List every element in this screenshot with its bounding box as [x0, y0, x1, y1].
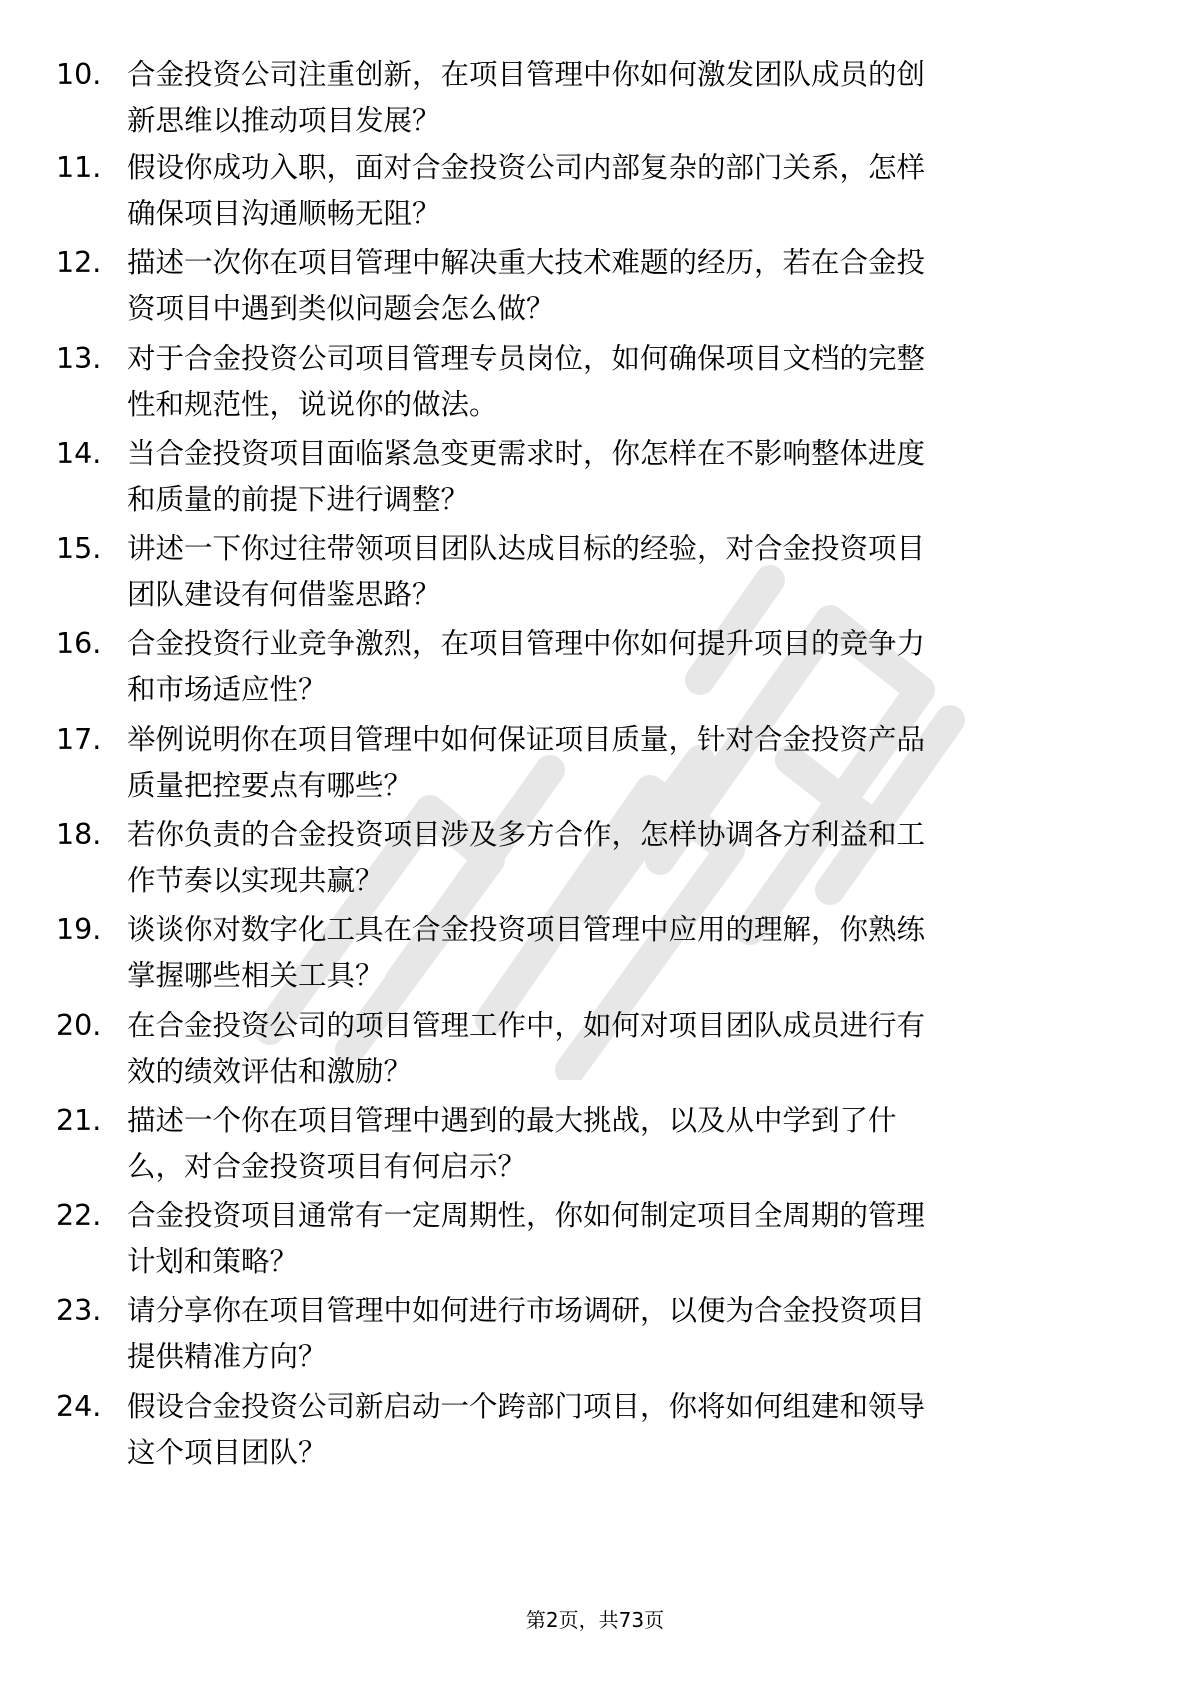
- question-item: [56, 1003, 1116, 1095]
- question-number: 21.: [56, 1104, 102, 1137]
- question-number: 24.: [56, 1390, 102, 1423]
- question-text: [127, 526, 1112, 618]
- question-text: [127, 1003, 1112, 1095]
- question-text: [127, 1384, 1112, 1476]
- question-line: 么，对合金投资项目有何启示？: [127, 1150, 527, 1183]
- question-line: 新思维以推动项目发展？: [127, 104, 441, 137]
- question-text: [127, 336, 1112, 428]
- question-line: 确保项目沟通顺畅无阻？: [127, 197, 441, 230]
- question-line: 性和规范性，说说你的做法。: [127, 388, 498, 421]
- question-item: [56, 1288, 1116, 1380]
- question-number: 15.: [56, 532, 102, 565]
- question-number: 16.: [56, 627, 102, 660]
- question-item: [56, 907, 1116, 999]
- question-item: [56, 1098, 1116, 1190]
- question-line: 谈谈你对数字化工具在合金投资项目管理中应用的理解，你熟练: [127, 913, 926, 946]
- question-item: [56, 431, 1116, 523]
- question-number: 11.: [56, 151, 102, 184]
- question-line: 这个项目团队？: [127, 1436, 327, 1469]
- question-text: [127, 431, 1112, 523]
- question-line: 掌握哪些相关工具？: [127, 959, 384, 992]
- question-line: 合金投资行业竞争激烈，在项目管理中你如何提升项目的竞争力: [127, 627, 926, 660]
- question-text: [127, 1193, 1112, 1285]
- question-line: 假设你成功入职，面对合金投资公司内部复杂的部门关系，怎样: [127, 151, 926, 184]
- question-line: 作节奏以实现共赢？: [127, 864, 384, 897]
- question-item: [56, 1193, 1116, 1285]
- question-line: 提供精准方向？: [127, 1340, 327, 1373]
- question-item: [56, 1384, 1116, 1476]
- question-text: [127, 145, 1112, 237]
- question-line: 合金投资项目通常有一定周期性，你如何制定项目全周期的管理: [127, 1199, 926, 1232]
- question-number: 13.: [56, 342, 102, 375]
- question-text: [127, 240, 1112, 332]
- question-item: [56, 621, 1116, 713]
- question-text: [127, 1288, 1112, 1380]
- question-line: 若你负责的合金投资项目涉及多方合作，怎样协调各方利益和工: [127, 818, 926, 851]
- question-text: [127, 717, 1112, 809]
- page-number: 第2页，共73页: [525, 1608, 665, 1632]
- question-line: 计划和策略？: [127, 1245, 299, 1278]
- question-line: 举例说明你在项目管理中如何保证项目质量，针对合金投资产品: [127, 723, 926, 756]
- question-line: 和市场适应性？: [127, 673, 327, 706]
- question-line: 和质量的前提下进行调整？: [127, 483, 470, 516]
- question-item: [56, 145, 1116, 237]
- question-item: [56, 52, 1116, 144]
- question-line: 团队建设有何借鉴思路？: [127, 578, 441, 611]
- question-number: 23.: [56, 1294, 102, 1327]
- question-line: 对于合金投资公司项目管理专员岗位，如何确保项目文档的完整: [127, 342, 926, 375]
- question-line: 请分享你在项目管理中如何进行市场调研，以便为合金投资项目: [127, 1294, 926, 1327]
- question-line: 描述一个你在项目管理中遇到的最大挑战，以及从中学到了什: [127, 1104, 897, 1137]
- question-text: [127, 812, 1112, 904]
- question-number: 18.: [56, 818, 102, 851]
- question-line: 在合金投资公司的项目管理工作中，如何对项目团队成员进行有: [127, 1009, 926, 1042]
- question-line: 讲述一下你过往带领项目团队达成目标的经验，对合金投资项目: [127, 532, 926, 565]
- question-line: 质量把控要点有哪些？: [127, 769, 413, 802]
- question-line: 资项目中遇到类似问题会怎么做？: [127, 292, 555, 325]
- question-number: 20.: [56, 1009, 102, 1042]
- question-number: 19.: [56, 913, 102, 946]
- question-line: 描述一次你在项目管理中解决重大技术难题的经历，若在合金投: [127, 246, 926, 279]
- question-item: [56, 240, 1116, 332]
- question-text: [127, 52, 1112, 144]
- question-number: 17.: [56, 723, 102, 756]
- question-text: [127, 907, 1112, 999]
- question-line: 效的绩效评估和激励？: [127, 1055, 413, 1088]
- question-item: [56, 717, 1116, 809]
- question-text: [127, 621, 1112, 713]
- question-line: 当合金投资项目面临紧急变更需求时，你怎样在不影响整体进度: [127, 437, 926, 470]
- question-number: 14.: [56, 437, 102, 470]
- question-number: 12.: [56, 246, 102, 279]
- question-item: [56, 336, 1116, 428]
- question-number: 10.: [56, 58, 102, 91]
- question-line: 合金投资公司注重创新，在项目管理中你如何激发团队成员的创: [127, 58, 926, 91]
- question-line: 假设合金投资公司新启动一个跨部门项目，你将如何组建和领导: [127, 1390, 926, 1423]
- question-item: [56, 526, 1116, 618]
- question-number: 22.: [56, 1199, 102, 1232]
- question-item: [56, 812, 1116, 904]
- question-text: [127, 1098, 1112, 1190]
